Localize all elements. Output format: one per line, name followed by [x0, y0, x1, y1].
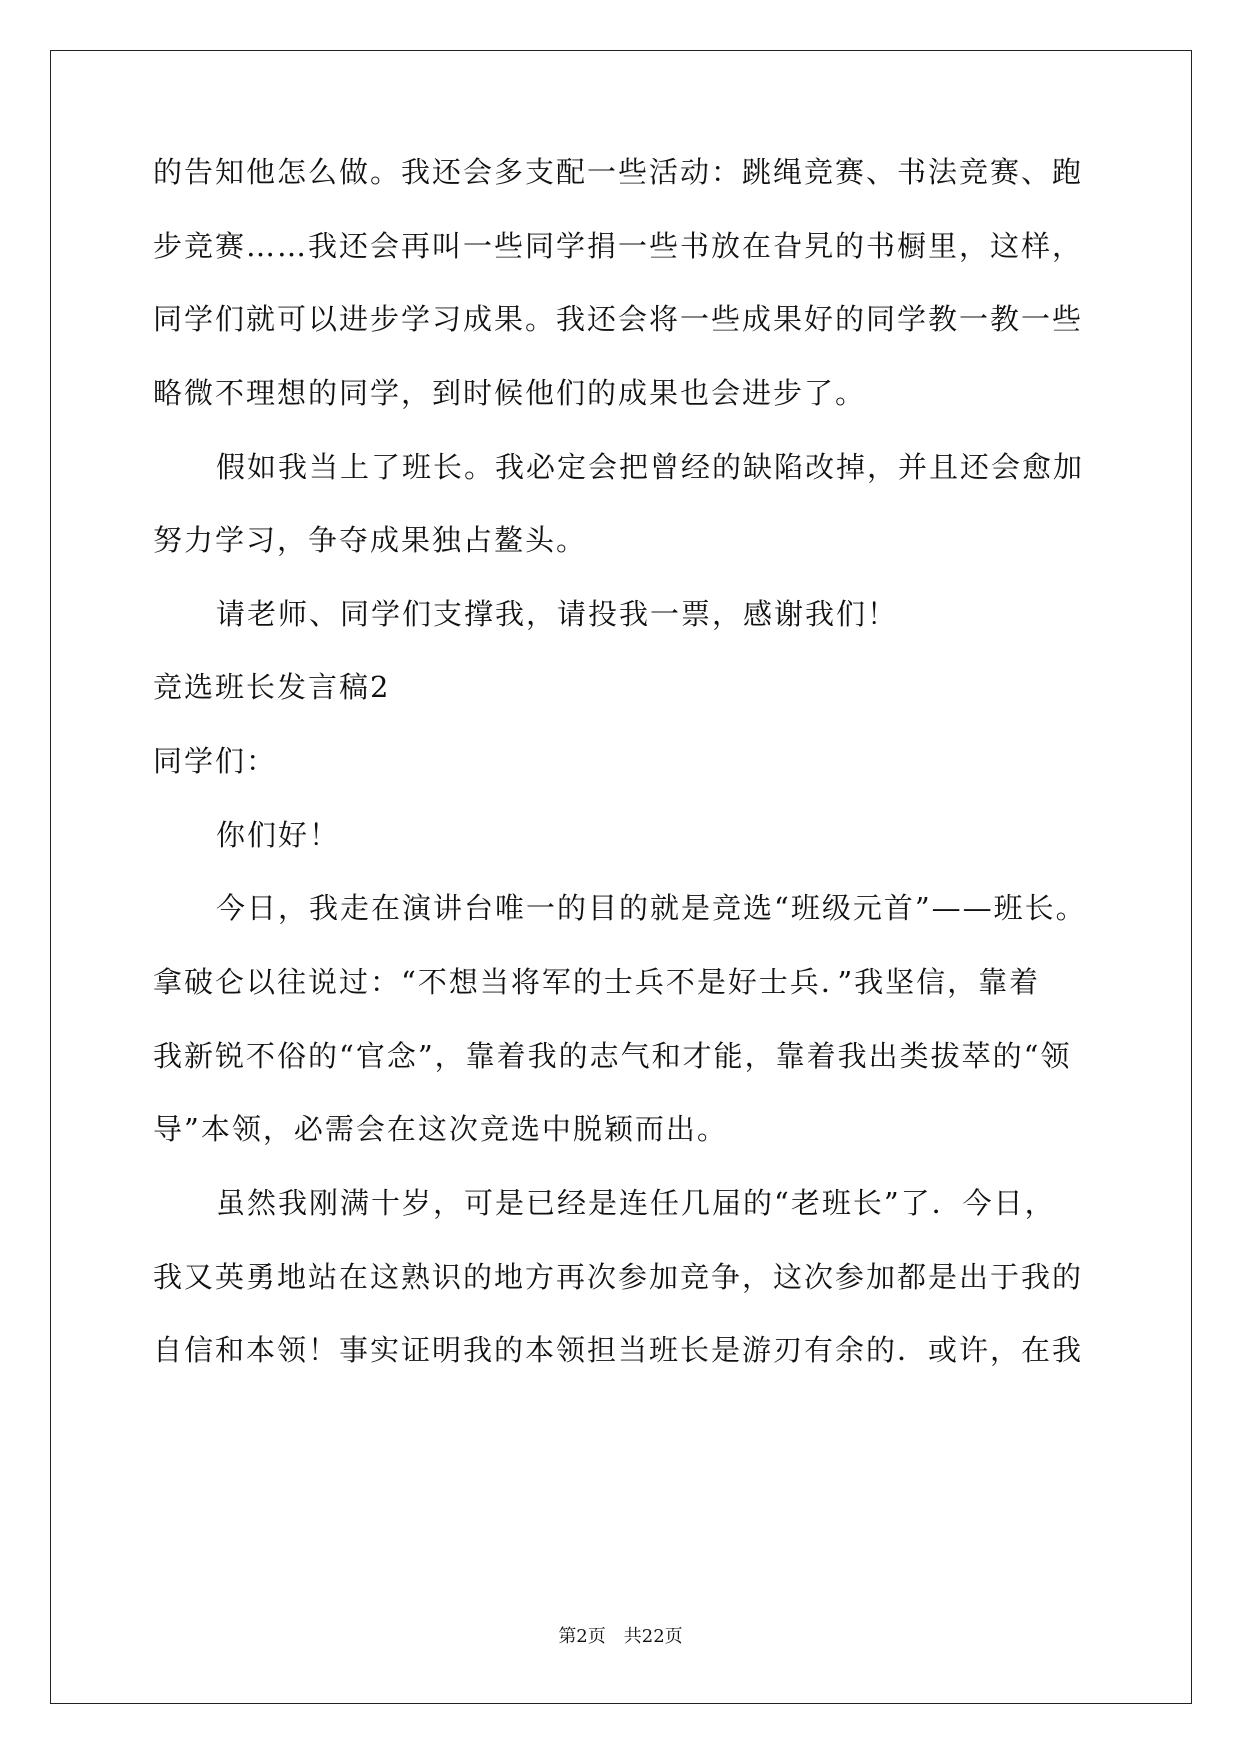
paragraph-start-line: 假如我当上了班长。我必定会把曾经的缺陷改掉，并且还会愈加	[216, 450, 1085, 484]
text-line: 我新锐不俗的“官念”，靠着我的志气和才能，靠着我出类拔萃的“领	[153, 1039, 1072, 1073]
text-line: 同学们就可以进步学习成果。我还会将一些成果好的同学教一教一些	[153, 302, 1084, 336]
text-line: 步竞赛……我还会再叫一些同学捐一些书放在旮旯的书橱里，这样，	[153, 229, 1084, 263]
text-line: 我又英勇地站在这熟识的地方再次参加竞争，这次参加都是出于我的	[153, 1260, 1084, 1294]
section-heading: 竞选班长发言稿2	[153, 670, 391, 704]
paragraph-start-line: 虽然我刚满十岁，可是已经是连任几届的“老班长”了．今日，	[216, 1186, 1056, 1220]
page-footer	[0, 1625, 1241, 1649]
text-line: 略微不理想的同学，到时候他们的成果也会进步了。	[153, 376, 867, 410]
page-number: 第2页	[558, 1626, 606, 1647]
text-line: 导”本领，必需会在这次竞选中脱颖而出。	[153, 1112, 728, 1146]
greeting: 你们好！	[216, 818, 341, 852]
salutation: 同学们：	[153, 744, 278, 778]
text-line: 的告知他怎么做。我还会多支配一些活动：跳绳竞赛、书法竞赛、跑	[153, 155, 1084, 189]
text-line: 努力学习，争夺成果独占鳌头。	[153, 523, 588, 557]
page-total: 共22页	[623, 1626, 683, 1647]
text-line: 拿破仑以往说过：“不想当将军的士兵不是好士兵．”我坚信，靠着	[153, 965, 1041, 999]
paragraph-start-line: 请老师、同学们支撑我，请投我一票，感谢我们！	[216, 597, 899, 631]
paragraph-start-line: 今日，我走在演讲台唯一的目的就是竞选“班级元首”——班长。	[216, 891, 1087, 925]
text-line: 自信和本领！事实证明我的本领担当班长是游刃有余的．或许，在我	[153, 1333, 1084, 1367]
